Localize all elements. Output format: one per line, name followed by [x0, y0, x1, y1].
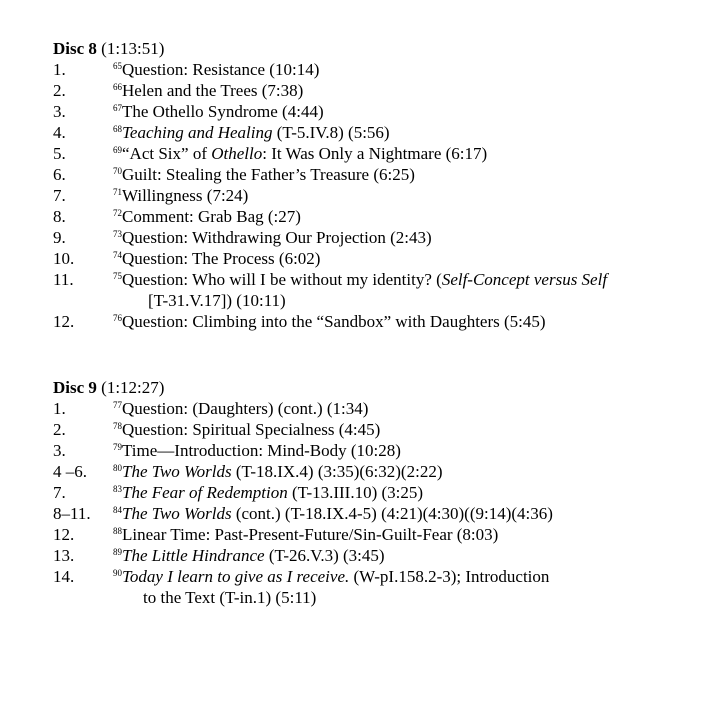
track-title — [113, 227, 432, 248]
track-row — [53, 545, 713, 566]
track-title — [113, 122, 390, 143]
track-text: Time—Introduction: Mind-Body (10:28) — [122, 441, 401, 460]
track-index: 84 — [113, 505, 122, 515]
track-index: 76 — [113, 313, 122, 323]
track-text: (W-pI.158.2-3); Introduction — [349, 567, 550, 586]
italic-title-text: Self-Concept versus Self — [441, 270, 608, 289]
track-number: 1. — [53, 399, 66, 418]
track-row — [53, 122, 713, 143]
track-text: Question: The Process (6:02) — [122, 249, 321, 268]
track-number: 2. — [53, 420, 66, 439]
track-number: 11. — [53, 270, 74, 289]
track-index: 79 — [113, 442, 122, 452]
italic-title-text: The Fear of Redemption — [122, 483, 288, 502]
track-row — [53, 482, 713, 503]
track-text: Question: (Daughters) (cont.) (1:34) — [122, 399, 369, 418]
track-text: (T-26.V.3) (3:45) — [264, 546, 385, 565]
track-title — [113, 545, 385, 566]
track-title — [113, 419, 380, 440]
track-index: 74 — [113, 250, 122, 260]
track-index: 83 — [113, 484, 122, 494]
track-number: 3. — [53, 441, 66, 460]
track-row — [53, 227, 713, 248]
track-index: 90 — [113, 568, 122, 578]
track-title — [113, 185, 248, 206]
track-number: 10. — [53, 249, 75, 268]
italic-title-text: The Two Worlds — [122, 462, 232, 481]
track-index: 73 — [113, 229, 122, 239]
track-number: 9. — [53, 228, 66, 247]
track-title — [113, 206, 301, 227]
disc-header — [53, 38, 713, 59]
italic-title-text: Othello — [211, 144, 263, 163]
track-text: Linear Time: Past-Present-Future/Sin-Guilt-Fear (8:03) — [122, 525, 499, 544]
track-title — [113, 164, 415, 185]
track-number: 8–11. — [53, 504, 91, 523]
track-text: Question: Withdrawing Our Projection (2:43) — [122, 228, 432, 247]
track-row — [53, 503, 713, 524]
track-text: (cont.) (T-18.IX.4-5) (4:21)(4:30)((9:14)(4:36) — [231, 504, 553, 523]
track-index: 80 — [113, 463, 122, 473]
track-index: 71 — [113, 187, 122, 197]
track-number: 5. — [53, 144, 66, 163]
track-row — [53, 419, 713, 440]
track-text: (T-13.III.10) (3:25) — [287, 483, 424, 502]
track-row — [53, 311, 713, 332]
track-title — [113, 311, 546, 332]
track-row — [53, 164, 713, 185]
track-index: 72 — [113, 208, 122, 218]
track-number: 2. — [53, 81, 66, 100]
track-title — [113, 503, 553, 524]
disc-9-section — [53, 377, 713, 608]
track-title — [113, 101, 324, 122]
track-number: 4. — [53, 123, 66, 142]
track-row — [53, 440, 713, 461]
track-text: Helen and the Trees (7:38) — [122, 81, 304, 100]
track-row — [53, 206, 713, 227]
italic-title-text: Today I learn to give as I receive. — [122, 567, 350, 586]
track-index: 70 — [113, 166, 122, 176]
track-text: Willingness (7:24) — [122, 186, 249, 205]
track-row — [53, 101, 713, 122]
track-text: Question: Who will I be without my identity? ( — [122, 270, 442, 289]
track-text: Comment: Grab Bag (:27) — [122, 207, 301, 226]
track-row — [53, 398, 713, 419]
track-text: “Act Six” of — [122, 144, 212, 163]
track-row — [53, 59, 713, 80]
track-index: 69 — [113, 145, 122, 155]
track-text: Question: Climbing into the “Sandbox” with Daughters (5:45) — [122, 312, 546, 331]
track-index: 89 — [113, 547, 122, 557]
track-index: 77 — [113, 400, 122, 410]
track-title — [113, 248, 320, 269]
track-title — [113, 461, 442, 482]
disc-title: Disc 9 — [53, 378, 97, 397]
track-title — [113, 143, 487, 164]
track-text: Question: Resistance (10:14) — [122, 60, 320, 79]
italic-title-text: The Two Worlds — [122, 504, 232, 523]
disc-header — [53, 377, 713, 398]
track-text: Question: Spiritual Specialness (4:45) — [122, 420, 381, 439]
track-number: 3. — [53, 102, 66, 121]
track-row — [53, 524, 713, 545]
track-continuation: [T-31.V.17]) (10:11) — [148, 291, 286, 310]
track-continuation: to the Text (T-in.1) (5:11) — [143, 588, 317, 607]
track-text: (T-18.IX.4) (3:35)(6:32)(2:22) — [231, 462, 443, 481]
track-row — [53, 269, 713, 311]
track-number: 7. — [53, 483, 66, 502]
track-row — [53, 248, 713, 269]
track-title — [113, 80, 303, 101]
track-text: The Othello Syndrome (4:44) — [122, 102, 324, 121]
track-row — [53, 80, 713, 101]
track-index: 75 — [113, 271, 122, 281]
track-row — [53, 566, 713, 608]
track-number: 12. — [53, 525, 75, 544]
track-title — [113, 524, 498, 545]
track-number: 6. — [53, 165, 66, 184]
track-number: 1. — [53, 60, 66, 79]
track-index: 65 — [113, 61, 122, 71]
track-title — [113, 398, 368, 419]
track-text: : It Was Only a Nightmare (6:17) — [262, 144, 488, 163]
track-text: Guilt: Stealing the Father’s Treasure (6:25) — [122, 165, 415, 184]
track-number: 13. — [53, 546, 75, 565]
track-title — [113, 482, 423, 503]
track-row — [53, 461, 713, 482]
track-number: 4 –6. — [53, 462, 87, 481]
track-number: 12. — [53, 312, 75, 331]
track-number: 14. — [53, 567, 75, 586]
track-title — [113, 269, 607, 290]
track-title — [113, 59, 319, 80]
track-index: 78 — [113, 421, 122, 431]
track-text: (T-5.IV.8) (5:56) — [272, 123, 390, 142]
track-row — [53, 185, 713, 206]
disc-8-section — [53, 38, 713, 332]
track-index: 67 — [113, 103, 122, 113]
track-number: 8. — [53, 207, 66, 226]
track-index: 66 — [113, 82, 122, 92]
track-title — [113, 566, 549, 587]
italic-title-text: Teaching and Healing — [122, 123, 273, 142]
disc-duration: (1:13:51) — [96, 39, 165, 58]
italic-title-text: The Little Hindrance — [122, 546, 265, 565]
track-number: 7. — [53, 186, 66, 205]
disc-duration: (1:12:27) — [96, 378, 165, 397]
track-row — [53, 143, 713, 164]
track-index: 68 — [113, 124, 122, 134]
track-title — [113, 440, 401, 461]
track-index: 88 — [113, 526, 122, 536]
disc-title: Disc 8 — [53, 39, 97, 58]
